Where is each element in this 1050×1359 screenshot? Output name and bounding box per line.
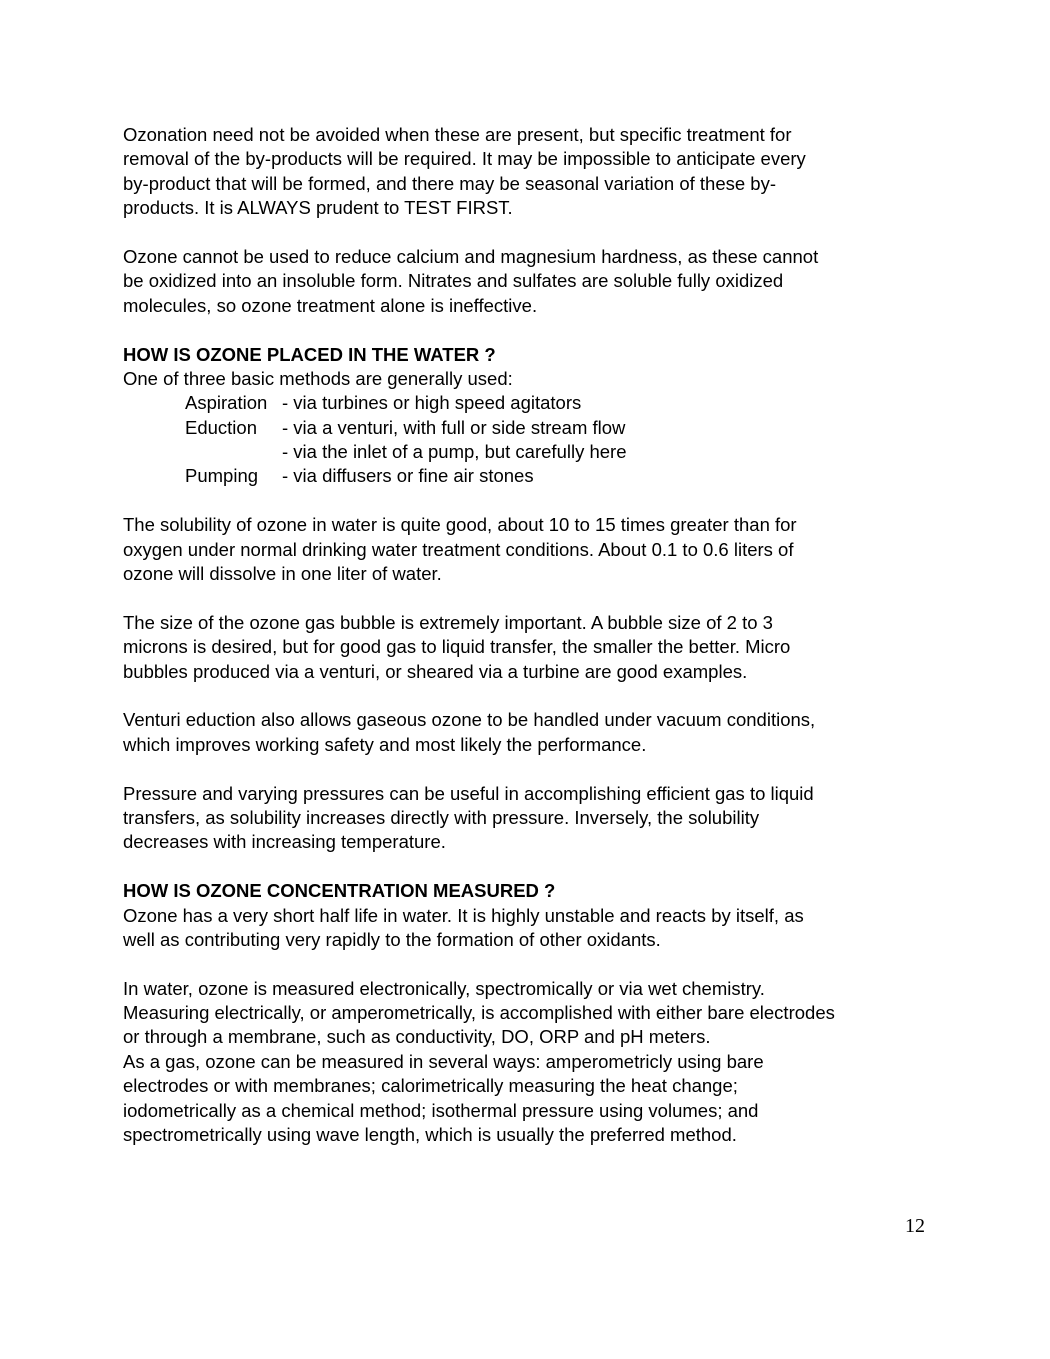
text-line: Venturi eduction also allows gaseous ozone to be handled under vacuum conditions, xyxy=(123,709,816,731)
text-line: or through a membrane, such as conductivity, DO, ORP and pH meters. xyxy=(123,1026,711,1048)
section-heading: HOW IS OZONE CONCENTRATION MEASURED ? xyxy=(123,880,556,902)
paragraph-solubility xyxy=(123,513,933,586)
text-line: The size of the ozone gas bubble is extremely important. A bubble size of 2 to 3 xyxy=(123,611,773,633)
text-line: transfers, as solubility increases directly with pressure. Inversely, the solubility xyxy=(123,806,760,828)
text-line: which improves working safety and most likely the performance. xyxy=(123,733,647,755)
method-description: - via the inlet of a pump, but carefully here xyxy=(282,441,627,463)
paragraph-measurement-methods xyxy=(123,977,933,1148)
text-line: be oxidized into an insoluble form. Nitrates and sulfates are soluble fully oxidized xyxy=(123,270,784,292)
method-name: Pumping xyxy=(185,465,259,487)
method-row-pumping xyxy=(123,464,933,488)
section-ozone-placement xyxy=(123,343,933,489)
method-row-eduction-pump xyxy=(123,440,933,464)
text-line: well as contributing very rapidly to the formation of other oxidants. xyxy=(123,928,661,950)
page-number: 12 xyxy=(905,1215,925,1237)
method-row-aspiration xyxy=(123,391,933,415)
text-line: Ozonation need not be avoided when these are present, but specific treatment for xyxy=(123,124,792,145)
paragraph-hardness xyxy=(123,245,933,318)
text-line: by-product that will be formed, and there may be seasonal variation of these by- xyxy=(123,172,776,194)
text-line: As a gas, ozone can be measured in several ways: amperometricly using bare xyxy=(123,1050,764,1072)
text-line: removal of the by-products will be required. It may be impossible to anticipate every xyxy=(123,148,806,170)
text-line: electrodes or with membranes; calorimetrically measuring the heat change; xyxy=(123,1075,738,1097)
text-line: Ozone has a very short half life in water. It is highly unstable and reacts by itself, as xyxy=(123,904,804,926)
section-heading: HOW IS OZONE PLACED IN THE WATER ? xyxy=(123,343,496,365)
page-content xyxy=(123,123,933,1147)
text-line: iodometrically as a chemical method; isothermal pressure using volumes; and xyxy=(123,1099,759,1121)
text-line: Pressure and varying pressures can be useful in accomplishing efficient gas to liquid xyxy=(123,782,814,804)
method-name: Eduction xyxy=(185,416,257,438)
text-line: In water, ozone is measured electronically, spectromically or via wet chemistry. xyxy=(123,977,765,999)
text-line: The solubility of ozone in water is quite good, about 10 to 15 times greater than for xyxy=(123,514,797,536)
text-line: oxygen under normal drinking water treatment conditions. About 0.1 to 0.6 liters of xyxy=(123,538,794,560)
paragraph-venturi-eduction xyxy=(123,708,933,757)
section-concentration-measured xyxy=(123,879,933,952)
text-line: Measuring electrically, or amperometrically, is accomplished with either bare electrodes xyxy=(123,1002,835,1024)
text-line: Ozone cannot be used to reduce calcium and magnesium hardness, as these cannot xyxy=(123,245,819,267)
method-name: Aspiration xyxy=(185,392,268,414)
paragraph-pressure xyxy=(123,782,933,855)
section-intro: One of three basic methods are generally used: xyxy=(123,367,513,389)
method-row-eduction xyxy=(123,416,933,440)
method-description: - via turbines or high speed agitators xyxy=(282,392,582,414)
text-line: molecules, so ozone treatment alone is ineffective. xyxy=(123,294,538,316)
method-description: - via a venturi, with full or side stream flow xyxy=(282,416,626,438)
text-line: microns is desired, but for good gas to liquid transfer, the smaller the better. Micro xyxy=(123,636,791,658)
paragraph-bubble-size xyxy=(123,611,933,684)
text-line: ozone will dissolve in one liter of water. xyxy=(123,563,442,585)
text-line: bubbles produced via a venturi, or sheared via a turbine are good examples. xyxy=(123,660,748,682)
paragraph-ozonation-byproducts xyxy=(123,123,933,221)
text-line: decreases with increasing temperature. xyxy=(123,831,446,853)
text-line: products. It is ALWAYS prudent to TEST FIRST. xyxy=(123,197,513,219)
method-description: - via diffusers or fine air stones xyxy=(282,465,534,487)
text-line: spectrometrically using wave length, which is usually the preferred method. xyxy=(123,1124,737,1146)
